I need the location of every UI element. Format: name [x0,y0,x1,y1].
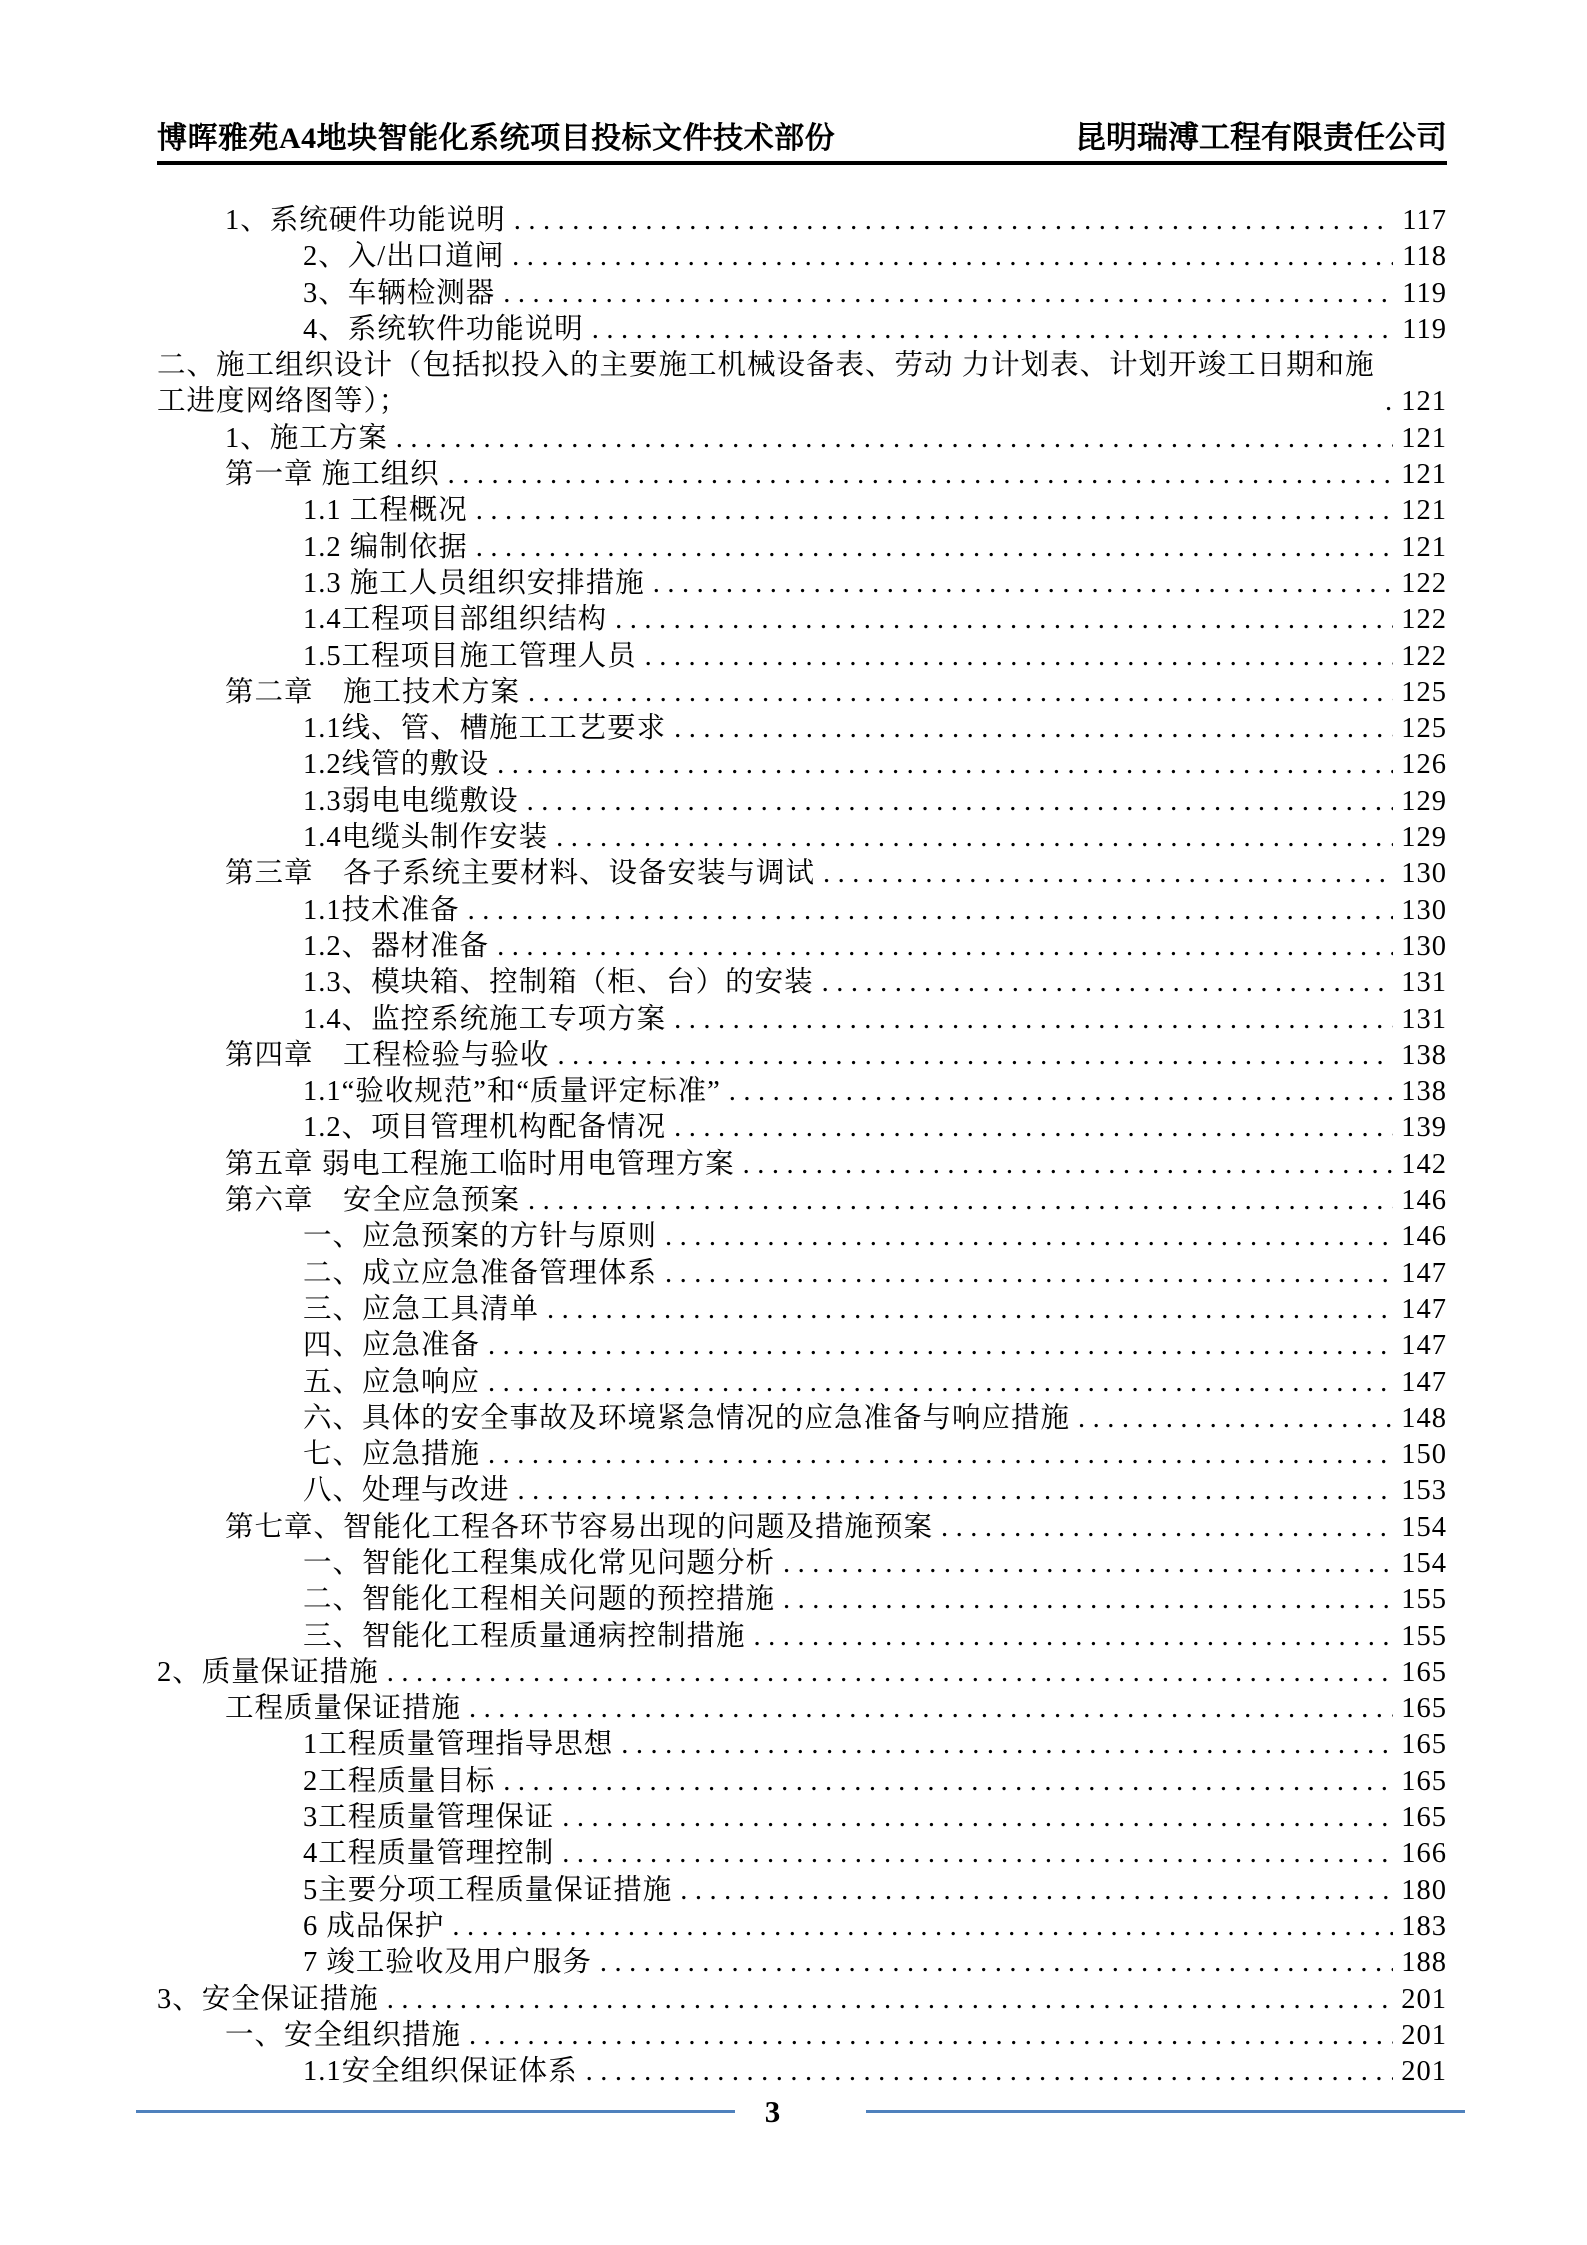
dot-leader [469,2018,1393,2054]
toc-entry-page: 155 [1401,1620,1447,1652]
toc-entry[interactable] [157,1655,1447,1691]
footer-rule-right [866,2110,1465,2113]
toc-entry-page: 165 [1401,1765,1447,1797]
toc-entry-label: 第四章 工程检验与验收 [225,1039,550,1071]
toc-entry-page: 138 [1401,1039,1447,1071]
dot-leader [497,929,1393,965]
toc-entry[interactable] [303,566,1447,602]
toc-entry-label: 三、应急工具清单 [303,1293,540,1325]
toc-entry[interactable] [303,1582,1447,1618]
dot-leader [387,1655,1393,1691]
dot-leader [468,893,1393,929]
toc-entry-page: 166 [1401,1838,1447,1870]
dot-leader [562,1800,1393,1836]
toc-entry[interactable] [225,1183,1447,1219]
toc-entry-label: 1、施工方案 [225,422,388,454]
dot-leader [448,457,1393,493]
dot-leader [396,421,1393,457]
toc-entry[interactable] [157,1982,1447,2018]
toc-entry-page: 201 [1401,1983,1447,2015]
toc-entry-page: 122 [1401,640,1447,672]
toc-entry-label: 2、质量保证措施 [157,1656,379,1688]
toc-entry-page: 180 [1401,1874,1447,1906]
toc-entry-page: 130 [1401,930,1447,962]
dot-leader [528,1183,1393,1219]
toc-entry-page: 188 [1401,1947,1447,1979]
dot-leader [558,1038,1393,1074]
toc-entry[interactable] [303,1074,1447,1110]
toc-entry[interactable] [303,1219,1447,1255]
toc-entry[interactable] [303,1473,1447,1509]
toc-entry[interactable] [303,1546,1447,1582]
toc-entry-label: 1.4、监控系统施工专项方案 [303,1003,667,1035]
toc-entry[interactable] [303,929,1447,965]
toc-entry-label: 1.2、器材准备 [303,930,490,962]
toc-entry-page: 201 [1401,2019,1447,2051]
dot-leader [653,566,1393,602]
dot-leader [1385,384,1393,420]
toc-entry-page: 119 [1402,277,1447,309]
toc-entry-page: 131 [1401,1003,1447,1035]
toc-entry-page: 121 [1401,495,1447,527]
toc-entry-label: 1.2、项目管理机构配备情况 [303,1112,667,1144]
toc-entry-label: 1.1技术准备 [303,894,460,926]
toc-entry-label: 1.5工程项目施工管理人员 [303,640,637,672]
toc-entry-page: 148 [1401,1402,1447,1434]
toc-entry-label: 一、应急预案的方针与原则 [303,1221,658,1253]
toc-entry-label: 1.2线管的敷设 [303,749,490,781]
toc-entry-page: 131 [1401,967,1447,999]
dot-leader [1078,1401,1393,1437]
dot-leader [547,1292,1393,1328]
toc-entry[interactable] [303,1836,1447,1872]
dot-leader [452,1909,1393,1945]
toc-entry[interactable] [303,1437,1447,1473]
dot-leader [512,239,1393,275]
toc-entry[interactable] [303,1727,1447,1763]
dot-leader [621,1727,1393,1763]
toc-entry[interactable] [303,1110,1447,1146]
toc-entry-label: 7 竣工验收及用户服务 [303,1947,592,1979]
toc-entry[interactable] [303,1365,1447,1401]
toc-entry-label: 七、应急措施 [303,1439,481,1471]
toc-entry-page: 138 [1401,1076,1447,1108]
toc-entry[interactable] [303,639,1447,675]
page-header [157,112,1447,165]
toc-entry[interactable] [303,1764,1447,1800]
toc-entry-label: 2工程质量目标 [303,1765,496,1797]
toc-entry-page: 165 [1401,1729,1447,1761]
dot-leader [665,1219,1393,1255]
dot-leader [476,530,1393,566]
toc-entry-label: 六、具体的安全事故及环境紧急情况的应急准备与响应措施 [303,1402,1071,1434]
dot-leader [469,1691,1393,1727]
dot-leader [503,276,1393,312]
toc-entry-label: 第五章 弱电工程施工临时用电管理方案 [225,1148,735,1180]
toc-entry-label: 1.1线、管、槽施工工艺要求 [303,713,667,745]
dot-leader [476,493,1393,529]
header-company-name: 昆明瑞溥工程有限责任公司 [1075,120,1447,155]
toc-entry-label: 1.4工程项目部组织结构 [303,604,608,636]
toc-entry-page: 155 [1401,1584,1447,1616]
toc-entry-page: 154 [1401,1547,1447,1579]
dot-leader [528,675,1393,711]
dot-leader [823,856,1393,892]
dot-leader [387,1982,1393,2018]
toc-entry[interactable] [303,493,1447,529]
toc-entry[interactable] [303,1909,1447,1945]
toc-entry[interactable] [303,1800,1447,1836]
dot-leader [562,1836,1393,1872]
toc-entry-page: 154 [1401,1511,1447,1543]
dot-leader [941,1510,1393,1546]
toc-entry[interactable] [303,239,1447,275]
dot-leader [783,1546,1393,1582]
toc-entry[interactable] [303,1401,1447,1437]
dot-leader [822,965,1393,1001]
dot-leader [743,1147,1393,1183]
toc-entry-label: 1.1 工程概况 [303,495,468,527]
dot-leader [674,1110,1393,1146]
toc-entry-page: 130 [1401,858,1447,890]
toc-entry-page: 153 [1401,1475,1447,1507]
header-project-title: 博晖雅苑A4地块智能化系统项目投标文件技术部份 [157,122,836,155]
toc-entry-label: 3、车辆检测器 [303,277,496,309]
toc-entry-page: 126 [1401,749,1447,781]
toc-entry-page: 121 [1401,531,1447,563]
toc-entry-label: 二、施工组织设计（包括拟投入的主要施工机械设备表、劳动 力计划表、计划开竣工日期和施工进度网络图等）； [157,350,1375,418]
toc-entry[interactable] [303,747,1447,783]
toc-entry-label: 1.1安全组织保证体系 [303,2056,578,2088]
toc-entry-label: 二、成立应急准备管理体系 [303,1257,658,1289]
toc-entry-page: 121 [1401,422,1447,454]
toc-entry-page: 119 [1402,313,1447,345]
toc-entry-label: 一、安全组织措施 [225,2019,462,2051]
toc-entry-label: 一、智能化工程集成化常见问题分析 [303,1547,776,1579]
toc-entry-page: 117 [1402,205,1447,236]
toc-entry-label: 二、智能化工程相关问题的预控措施 [303,1584,776,1616]
toc-entry-page: 183 [1401,1910,1447,1942]
toc-entry[interactable] [157,348,1447,421]
toc-entry-page: 147 [1401,1293,1447,1325]
dot-leader [665,1256,1393,1292]
dot-leader [783,1582,1393,1618]
toc-entry-page: 122 [1401,567,1447,599]
toc-entry-page: 129 [1401,822,1447,854]
toc-entry-label: 4、系统软件功能说明 [303,313,584,345]
dot-leader [674,711,1393,747]
toc-entry[interactable] [303,711,1447,747]
toc-entry-page: 201 [1401,2056,1447,2088]
toc-entry-page: 121 [1401,386,1447,418]
toc-entry-page: 130 [1401,894,1447,926]
toc-entry[interactable] [303,1873,1447,1909]
toc-entry-page: 146 [1401,1221,1447,1253]
toc-entry[interactable] [303,893,1447,929]
toc-entry-label: 1、系统硬件功能说明 [225,205,506,236]
page-number: 3 [764,2094,781,2129]
toc-entry-page: 147 [1401,1257,1447,1289]
dot-leader [514,203,1393,239]
toc-entry[interactable] [303,820,1447,856]
dot-leader [592,312,1393,348]
toc-entry[interactable] [225,675,1447,711]
dot-leader [488,1437,1393,1473]
dot-leader [527,784,1393,820]
toc-entry-label: 6 成品保护 [303,1910,445,1942]
toc-entry[interactable] [303,1619,1447,1655]
toc-entry-label: 1.3弱电电缆敷设 [303,785,519,817]
dot-leader [680,1873,1393,1909]
toc-entry[interactable] [303,602,1447,638]
toc-entry-page: 142 [1401,1148,1447,1180]
toc-entry-page: 122 [1401,604,1447,636]
toc-entry-label: 1工程质量管理指导思想 [303,1729,614,1761]
toc-entry[interactable] [303,530,1447,566]
toc-entry[interactable] [225,2018,1447,2054]
toc-entry[interactable] [225,1147,1447,1183]
toc-entry-page: 118 [1402,241,1447,273]
toc-entry-label: 八、处理与改进 [303,1475,510,1507]
toc-entry-label: 4工程质量管理控制 [303,1838,555,1870]
toc-entry-page: 146 [1401,1185,1447,1217]
dot-leader [600,1945,1393,1981]
toc-entry[interactable] [225,421,1447,457]
toc-entry[interactable] [303,1292,1447,1328]
dot-leader [674,1002,1393,1038]
toc-entry[interactable] [303,1328,1447,1364]
toc-entry-page: 147 [1401,1366,1447,1398]
toc-entry[interactable] [303,784,1447,820]
toc-entry-label: 1.3 施工人员组织安排措施 [303,567,645,599]
toc-entry[interactable] [303,276,1447,312]
toc-entry-label: 第七章、智能化工程各环节容易出现的问题及措施预案 [225,1511,934,1543]
toc-entry[interactable] [303,2054,1447,2090]
toc-entry-page: 165 [1401,1802,1447,1834]
dot-leader [503,1764,1393,1800]
toc-entry-label: 5主要分项工程质量保证措施 [303,1874,673,1906]
toc-entry-page: 129 [1401,785,1447,817]
toc-entry[interactable] [225,1510,1447,1546]
toc-entry-label: 第三章 各子系统主要材料、设备安装与调试 [225,858,816,890]
toc-entry-label: 第一章 施工组织 [225,459,440,491]
toc-entry[interactable] [225,457,1447,493]
toc-entry-page: 165 [1401,1656,1447,1688]
toc-entry[interactable] [303,1002,1447,1038]
footer-rule-left [136,2110,735,2113]
toc-entry[interactable] [225,1038,1447,1074]
toc-entry-page: 147 [1401,1330,1447,1362]
toc-entry[interactable] [225,203,1447,239]
toc-entry-label: 3、安全保证措施 [157,1983,379,2015]
toc-entry-label: 第二章 施工技术方案 [225,676,521,708]
toc-entry-label: 工程质量保证措施 [225,1693,462,1725]
toc-entry-page: 125 [1401,676,1447,708]
toc-entry-page: 150 [1401,1439,1447,1471]
toc-entry-label: 第六章 安全应急预案 [225,1185,521,1217]
toc-entry-page: 139 [1401,1112,1447,1144]
toc-entry[interactable] [303,1945,1447,1981]
table-of-contents [157,203,1447,2090]
toc-entry-label: 3工程质量管理保证 [303,1802,555,1834]
dot-leader [497,747,1393,783]
toc-entry-label: 1.1“验收规范”和“质量评定标准” [303,1076,721,1108]
toc-entry-label: 五、应急响应 [303,1366,481,1398]
toc-entry[interactable] [303,312,1447,348]
dot-leader [488,1365,1393,1401]
dot-leader [488,1328,1393,1364]
dot-leader [729,1074,1393,1110]
dot-leader [556,820,1393,856]
toc-entry-page: 125 [1401,713,1447,745]
toc-entry[interactable] [225,856,1447,892]
toc-entry-page: 121 [1401,459,1447,491]
dot-leader [586,2054,1393,2090]
dot-leader [518,1473,1393,1509]
toc-entry-label: 1.2 编制依据 [303,531,468,563]
toc-entry[interactable] [303,965,1447,1001]
toc-entry-label: 四、应急准备 [303,1330,481,1362]
dot-leader [645,639,1393,675]
toc-entry-label: 三、智能化工程质量通病控制措施 [303,1620,746,1652]
toc-entry[interactable] [303,1256,1447,1292]
toc-entry-label: 1.3、模块箱、控制箱（柜、台）的安装 [303,967,814,999]
page-footer [136,2096,1465,2127]
toc-entry-page: 165 [1401,1693,1447,1725]
toc-entry[interactable] [225,1691,1447,1727]
dot-leader [615,602,1393,638]
toc-entry-label: 1.4电缆头制作安装 [303,822,549,854]
toc-entry-label: 2、入/出口道闸 [303,241,505,273]
dot-leader [754,1619,1393,1655]
